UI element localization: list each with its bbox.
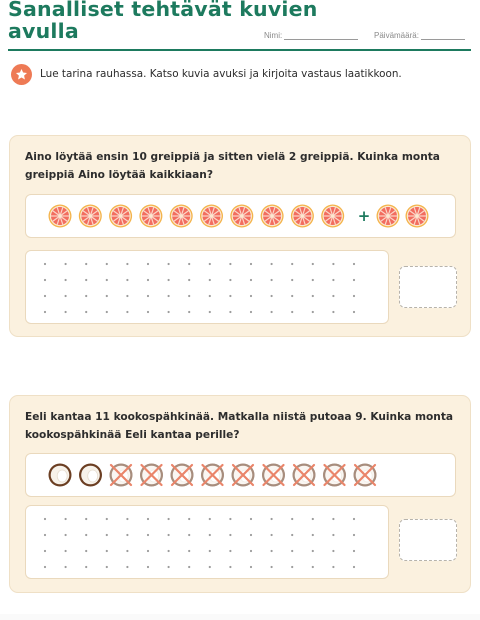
problem-1-picture-strip (25, 194, 456, 238)
grid-dot (229, 311, 231, 313)
page-bottom-edge (0, 614, 480, 620)
grid-dot (126, 534, 128, 536)
grid-dot (209, 534, 211, 536)
grid-dot (209, 279, 211, 281)
crossed-out-coconut-icon (171, 464, 194, 487)
grid-dot (85, 279, 87, 281)
grid-dot (147, 550, 149, 552)
grid-dot (106, 518, 108, 520)
grid-dot (188, 518, 190, 520)
grid-dot (353, 566, 355, 568)
grid-dot (291, 279, 293, 281)
grid-dot (85, 518, 87, 520)
grid-dot (147, 279, 149, 281)
crossed-out-coconut-icon (232, 464, 255, 487)
grid-dot (106, 279, 108, 281)
grid-dot (250, 566, 252, 568)
coconut-icon (49, 464, 72, 487)
grapefruit-icon (109, 205, 132, 228)
grid-dot (312, 518, 314, 520)
grid-dot (250, 279, 252, 281)
grapefruit-icon (291, 205, 314, 228)
grid-dot (85, 566, 87, 568)
grid-dot (44, 279, 46, 281)
grid-dot (168, 279, 170, 281)
grid-dot (271, 518, 273, 520)
grid-dot (271, 279, 273, 281)
grid-dot (188, 279, 190, 281)
title-line-2: avulla (8, 19, 79, 43)
grid-dot (126, 311, 128, 313)
grapefruit-icon (79, 205, 102, 228)
grid-dot (250, 534, 252, 536)
grid-dot (209, 295, 211, 297)
grid-dot (85, 550, 87, 552)
grid-dot (168, 263, 170, 265)
grid-dot (312, 295, 314, 297)
grid-dot (250, 518, 252, 520)
grid-dot (106, 263, 108, 265)
grid-dot (312, 263, 314, 265)
star-icon (11, 64, 32, 85)
crossed-out-coconut-icon (354, 464, 377, 487)
grapefruit-icon (139, 205, 162, 228)
grid-dot (250, 550, 252, 552)
grapefruit-icon (377, 205, 400, 228)
grid-dot (229, 518, 231, 520)
grid-dot (106, 311, 108, 313)
plus-sign: + (357, 207, 371, 225)
grid-dot (188, 566, 190, 568)
problem-2-answer-box[interactable] (399, 519, 457, 561)
grid-dot (312, 566, 314, 568)
grid-dot (65, 566, 67, 568)
date-line[interactable] (421, 39, 465, 40)
grid-dot (291, 295, 293, 297)
problem-1-work-area[interactable] (25, 250, 389, 324)
grid-dot (312, 279, 314, 281)
grid-dot (147, 311, 149, 313)
grapefruit-icon (200, 205, 223, 228)
grid-dot (44, 534, 46, 536)
grid-dot (291, 311, 293, 313)
grid-dot (271, 311, 273, 313)
grid-dot (126, 566, 128, 568)
grapefruit-icon (230, 205, 253, 228)
grid-dot (229, 534, 231, 536)
grid-dot (332, 279, 334, 281)
grid-dot (168, 518, 170, 520)
grapefruit-icon (321, 205, 344, 228)
grid-dot (85, 311, 87, 313)
problem-1-question: Aino löytää ensin 10 greippiä ja sitten vielä 2 greippiä. Kuinka monta greippiä Aino löytää kaikkiaan? (25, 151, 440, 181)
grid-dot (209, 518, 211, 520)
grid-dot (250, 311, 252, 313)
grid-dot (332, 534, 334, 536)
grid-dot (106, 550, 108, 552)
grid-dot (332, 311, 334, 313)
title-line-1: Sanalliset tehtävät kuvien (8, 0, 318, 21)
grid-dot (147, 534, 149, 536)
crossed-out-coconut-icon (140, 464, 163, 487)
problem-card-1 (9, 135, 471, 337)
problem-card-2 (9, 395, 471, 593)
crossed-out-coconut-icon (323, 464, 346, 487)
grid-dot (188, 534, 190, 536)
grid-dot (188, 295, 190, 297)
grid-dot (312, 534, 314, 536)
grid-dot (229, 566, 231, 568)
problem-2-picture-strip (25, 453, 456, 497)
grapefruit-icon (406, 205, 429, 228)
grid-dot (188, 263, 190, 265)
grid-dot (332, 263, 334, 265)
grid-dot (147, 295, 149, 297)
grid-dot (147, 263, 149, 265)
grid-dot (291, 566, 293, 568)
grid-dot (229, 279, 231, 281)
crossed-out-coconut-icon (201, 464, 224, 487)
grid-dot (353, 279, 355, 281)
header-divider (8, 49, 471, 51)
grid-dot (250, 263, 252, 265)
grid-dot (353, 295, 355, 297)
date-field[interactable] (374, 31, 465, 40)
name-field[interactable] (264, 31, 358, 40)
grid-dot (65, 295, 67, 297)
grid-dot (168, 550, 170, 552)
grid-dot (85, 534, 87, 536)
grapefruit-icon (49, 205, 72, 228)
grid-dot (44, 566, 46, 568)
grid-dot (126, 518, 128, 520)
grid-dot (65, 534, 67, 536)
grid-dot (168, 295, 170, 297)
grid-dot (209, 263, 211, 265)
grid-dot (271, 534, 273, 536)
grid-dot (229, 550, 231, 552)
grid-dot (65, 311, 67, 313)
grid-dot (85, 263, 87, 265)
crossed-out-coconut-icon (110, 464, 133, 487)
grid-dot (271, 550, 273, 552)
grid-dot (44, 518, 46, 520)
grid-dot (209, 566, 211, 568)
grid-dot (229, 295, 231, 297)
grid-dot (250, 295, 252, 297)
grid-dot (209, 311, 211, 313)
grid-dot (332, 295, 334, 297)
grid-dot (65, 518, 67, 520)
grid-dot (312, 550, 314, 552)
grid-dot (168, 311, 170, 313)
grid-dot (332, 566, 334, 568)
grid-dot (209, 550, 211, 552)
coconut-icon (79, 464, 102, 487)
grid-dot (126, 295, 128, 297)
grid-dot (332, 550, 334, 552)
grid-dot (271, 295, 273, 297)
crossed-out-coconut-icon (262, 464, 285, 487)
grid-dot (44, 311, 46, 313)
grid-dot (147, 518, 149, 520)
grid-dot (168, 534, 170, 536)
grid-dot (291, 263, 293, 265)
grid-dot (106, 295, 108, 297)
grid-dot (106, 566, 108, 568)
crossed-out-coconut-icon (293, 464, 316, 487)
grid-dot (126, 263, 128, 265)
grid-dot (332, 518, 334, 520)
grid-dot (65, 550, 67, 552)
grid-dot (126, 550, 128, 552)
grid-dot (291, 518, 293, 520)
problem-2-question: Eeli kantaa 11 kookospähkinää. Matkalla niistä putoaa 9. Kuinka monta kookospähkinää Eeli kantaa perille? (25, 411, 454, 441)
grid-dot (106, 534, 108, 536)
problem-1-answer-box[interactable] (399, 266, 457, 308)
grid-dot (168, 566, 170, 568)
date-label: Päivämäärä: (374, 31, 419, 40)
grid-dot (353, 263, 355, 265)
grapefruit-icon (170, 205, 193, 228)
grid-dot (65, 279, 67, 281)
problem-2-work-area[interactable] (25, 505, 389, 579)
grid-dot (188, 311, 190, 313)
grid-dot (65, 263, 67, 265)
grid-dot (44, 295, 46, 297)
instruction-text: Lue tarina rauhassa. Katso kuvia avuksi ja kirjoita vastaus laatikkoon. (40, 68, 402, 80)
grapefruit-icon (261, 205, 284, 228)
grid-dot (312, 311, 314, 313)
grid-dot (44, 550, 46, 552)
grid-dot (85, 295, 87, 297)
grid-dot (126, 279, 128, 281)
grid-dot (188, 550, 190, 552)
grid-dot (291, 534, 293, 536)
grid-dot (271, 566, 273, 568)
name-label: Nimi: (264, 31, 283, 40)
grid-dot (147, 566, 149, 568)
grid-dot (44, 263, 46, 265)
grid-dot (271, 263, 273, 265)
grid-dot (291, 550, 293, 552)
name-line[interactable] (284, 39, 358, 40)
grid-dot (229, 263, 231, 265)
grid-dot (353, 534, 355, 536)
grid-dot (353, 311, 355, 313)
grid-dot (353, 518, 355, 520)
grid-dot (353, 550, 355, 552)
